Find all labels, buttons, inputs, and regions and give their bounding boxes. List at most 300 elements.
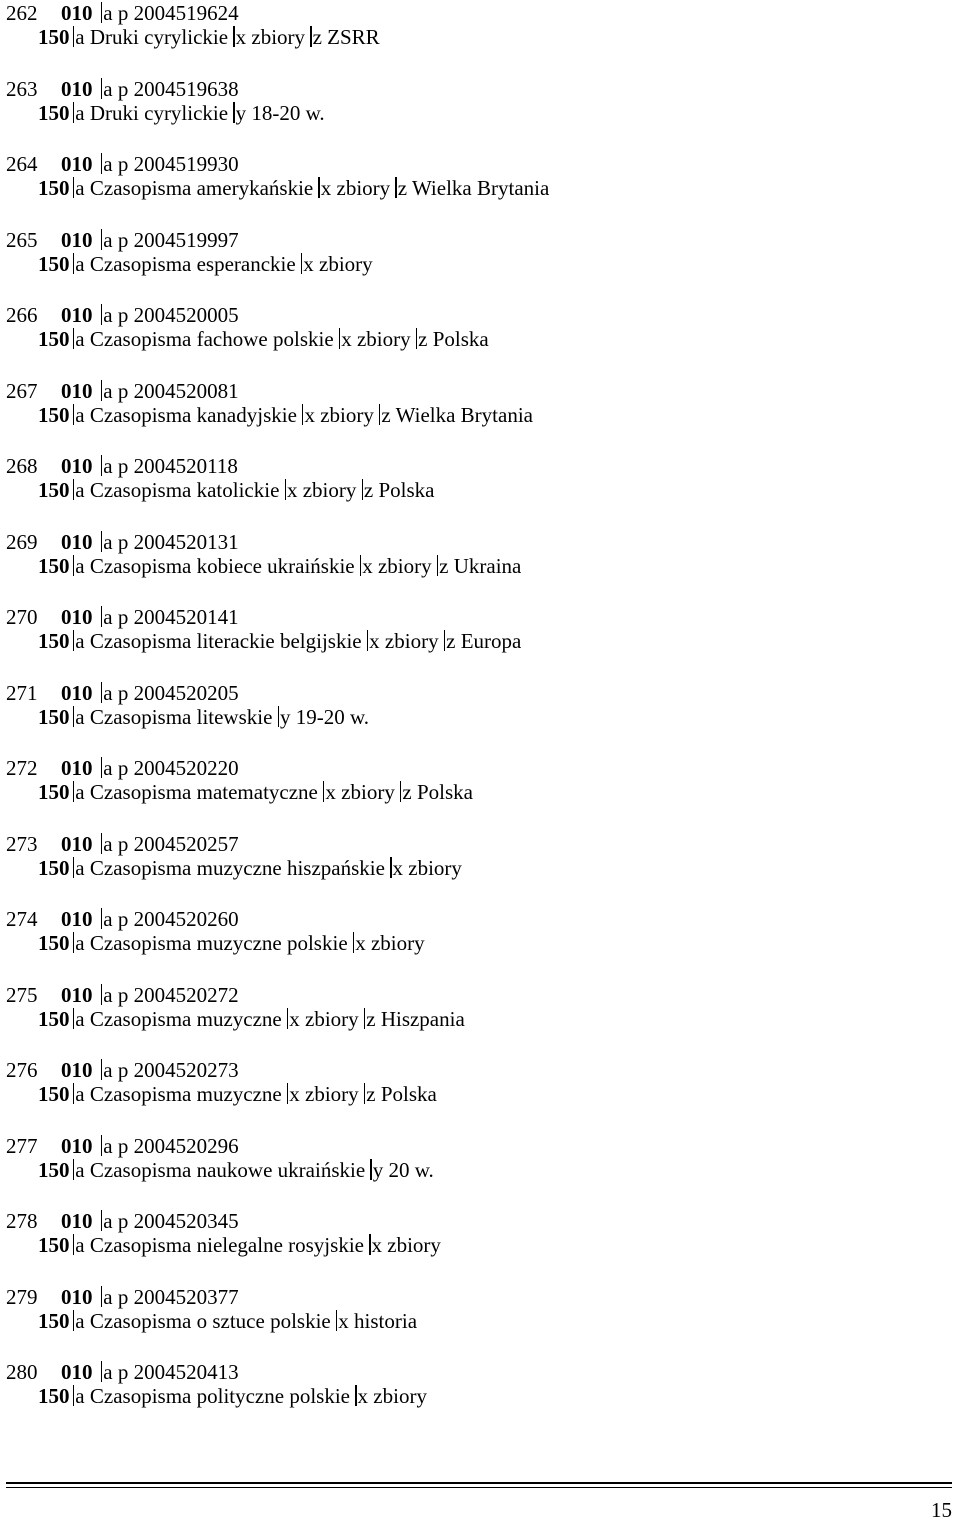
field-010-line	[6, 227, 239, 253]
subfield-text: zbiory	[305, 1082, 359, 1106]
field-tag-150: 150	[38, 402, 70, 427]
field-tag-150: 150	[38, 1233, 70, 1257]
subfield	[101, 379, 239, 403]
record	[6, 0, 946, 76]
field-tag-010: 010	[61, 907, 93, 931]
subfield-text: Polska	[432, 327, 489, 351]
subfield	[73, 1309, 331, 1333]
field-tag-150: 150	[38, 780, 70, 804]
subfield	[233, 25, 305, 49]
subfield-code: y	[279, 704, 291, 729]
subfield	[73, 856, 385, 880]
field-tag-150: 150	[38, 1308, 70, 1333]
subfield-code: a	[75, 704, 85, 729]
subfield	[73, 1233, 364, 1257]
subfield-text: p 2004520005	[117, 303, 239, 327]
record-number: 268	[6, 454, 38, 478]
field-tag-150: 150	[38, 176, 70, 200]
subfield-code: a	[103, 680, 113, 705]
record-number: 264	[6, 152, 38, 176]
record-number: 276	[6, 1058, 38, 1082]
field-010-line	[6, 1133, 239, 1159]
subfield-code: a	[103, 1209, 113, 1233]
record-number: 266	[6, 303, 38, 327]
record	[6, 755, 946, 831]
field-tag-150: 150	[38, 1006, 70, 1031]
subfield-delimiter	[395, 177, 396, 198]
subfield-code: x	[392, 855, 403, 880]
subfield	[379, 403, 533, 427]
subfield-code: x	[325, 780, 336, 804]
subfield-code: a	[75, 327, 85, 351]
subfield	[73, 629, 362, 653]
subfield-code: z	[439, 553, 449, 578]
subfield-text: zbiory	[373, 1384, 427, 1408]
field-010-line	[6, 76, 239, 102]
record-number: 277	[6, 1133, 38, 1158]
subfield-text: Czasopisma muzyczne hiszpańskie	[89, 855, 385, 880]
field-tag-010: 010	[61, 1360, 93, 1384]
subfield-delimiter	[233, 26, 234, 47]
subfield	[73, 931, 348, 955]
record	[6, 76, 946, 152]
subfield-text: 18-20 w.	[251, 100, 325, 125]
subfield-code: a	[103, 227, 113, 252]
subfield-delimiter	[355, 1385, 356, 1406]
subfield-text: p 2004520272	[117, 982, 239, 1007]
subfield-text: historia	[354, 1308, 418, 1333]
record-number: 279	[6, 1284, 38, 1309]
footer-rule-thin	[6, 1487, 952, 1488]
subfield-text: Czasopisma matematyczne	[89, 780, 318, 804]
subfield-text: zbiory	[370, 931, 425, 955]
subfield-text: Hiszpania	[380, 1006, 465, 1031]
subfield-text: zbiory	[320, 402, 374, 427]
subfield-code: x	[355, 931, 366, 955]
subfield-text: Czasopisma naukowe ukraińskie	[89, 1157, 366, 1182]
subfield	[101, 228, 239, 252]
field-tag-150: 150	[38, 855, 70, 880]
record-number: 270	[6, 605, 38, 629]
subfield-text: Czasopisma kobiece ukraińskie	[89, 553, 355, 578]
subfield	[73, 1384, 350, 1408]
subfield-code: a	[103, 982, 113, 1007]
subfield	[285, 478, 357, 502]
subfield-delimiter	[353, 932, 354, 953]
subfield-code: x	[304, 402, 315, 427]
subfield-code: a	[103, 605, 113, 629]
subfield	[369, 1233, 441, 1257]
subfield-text: p 2004519997	[117, 227, 239, 252]
page-number: 15	[931, 1498, 952, 1522]
subfield	[323, 780, 395, 804]
subfield-text: p 2004520257	[117, 831, 239, 856]
field-150-line	[38, 930, 425, 956]
subfield-text: Czasopisma muzyczne polskie	[89, 931, 348, 955]
field-150-line	[38, 1006, 465, 1032]
field-150-line	[38, 1232, 441, 1258]
field-tag-010: 010	[61, 378, 93, 403]
field-150-line	[38, 1308, 417, 1334]
subfield-text: p 2004519624	[117, 1, 239, 25]
field-010-line	[6, 0, 239, 26]
subfield	[101, 1285, 239, 1309]
subfield-delimiter	[310, 26, 311, 47]
field-010-line	[6, 302, 239, 328]
subfield-text: p 2004520345	[117, 1209, 239, 1233]
subfield	[101, 152, 239, 176]
subfield	[73, 554, 355, 578]
subfield-text: p 2004520377	[117, 1284, 239, 1309]
subfield	[101, 1, 239, 25]
field-tag-150: 150	[38, 478, 70, 502]
subfield-text: p 2004519638	[117, 76, 239, 101]
subfield-code: a	[75, 176, 85, 200]
subfield	[73, 1082, 282, 1106]
subfield-text: p 2004520260	[117, 907, 239, 931]
record-number: 273	[6, 831, 38, 856]
subfield-text: zbiory	[336, 176, 391, 200]
field-150-line	[38, 326, 489, 352]
subfield	[101, 832, 239, 856]
field-150-line	[38, 477, 435, 503]
field-150-line	[38, 1383, 427, 1409]
subfield	[73, 478, 279, 502]
subfield-code: a	[103, 303, 113, 327]
field-tag-010: 010	[61, 1284, 93, 1309]
subfield-code: a	[103, 756, 113, 780]
subfield-code: a	[103, 1284, 113, 1309]
subfield-code: a	[75, 1233, 85, 1257]
subfield-code: a	[75, 25, 85, 49]
subfield-code: a	[75, 478, 85, 502]
subfield-code: a	[75, 780, 85, 804]
subfield	[101, 605, 239, 629]
subfield-delimiter	[444, 630, 445, 651]
subfield-text: p 2004520131	[117, 529, 239, 554]
subfield-code: a	[75, 251, 85, 276]
field-150-line	[38, 24, 380, 50]
subfield-text: Czasopisma fachowe polskie	[89, 327, 334, 351]
subfield-text: p 2004519930	[117, 152, 239, 176]
subfield-text: Czasopisma nielegalne rosyjskie	[89, 1233, 364, 1257]
subfield	[73, 176, 313, 200]
subfield-code: z	[446, 629, 456, 653]
subfield	[336, 1309, 417, 1333]
field-010-line	[6, 755, 239, 781]
subfield-text: zbiory	[408, 855, 462, 880]
subfield-code: z	[312, 25, 322, 49]
subfield-code: z	[366, 1082, 376, 1106]
record-number: 263	[6, 76, 38, 101]
subfield	[101, 530, 239, 554]
record-number: 272	[6, 756, 38, 780]
subfield-code: a	[103, 378, 113, 403]
subfield-code: a	[75, 402, 85, 427]
subfield-text: Wielka Brytania	[411, 176, 550, 200]
field-010-line	[6, 1208, 239, 1234]
field-tag-010: 010	[61, 454, 93, 478]
field-tag-010: 010	[61, 1133, 93, 1158]
subfield	[101, 1209, 239, 1233]
subfield-delimiter	[437, 555, 438, 576]
record-number: 262	[6, 1, 38, 25]
subfield-text: Polska	[378, 478, 435, 502]
field-tag-150: 150	[38, 100, 70, 125]
field-010-line	[6, 906, 239, 932]
field-tag-010: 010	[61, 152, 93, 176]
record-number: 265	[6, 227, 38, 252]
subfield	[301, 252, 373, 276]
subfield	[353, 931, 425, 955]
subfield	[318, 176, 390, 200]
subfield-code: a	[103, 152, 113, 176]
subfield	[364, 1007, 465, 1031]
record	[6, 151, 946, 227]
subfield-text: Czasopisma esperanckie	[89, 251, 296, 276]
subfield-delimiter	[390, 857, 391, 878]
field-tag-150: 150	[38, 1157, 70, 1182]
subfield	[395, 176, 549, 200]
subfield-code: z	[418, 327, 428, 351]
subfield-code: z	[381, 402, 391, 427]
record	[6, 1284, 946, 1360]
subfield-text: p 2004520296	[117, 1133, 239, 1158]
subfield-text: 19-20 w.	[295, 704, 370, 729]
subfield-code: z	[402, 780, 412, 804]
field-tag-010: 010	[61, 529, 93, 554]
subfield	[73, 403, 297, 427]
subfield-code: x	[303, 251, 314, 276]
subfield	[73, 780, 318, 804]
subfield	[444, 629, 522, 653]
subfield-delimiter	[362, 479, 363, 500]
subfield-delimiter	[233, 102, 234, 123]
subfield	[101, 756, 239, 780]
field-150-line	[38, 100, 325, 126]
subfield-delimiter	[360, 555, 361, 576]
subfield-text: zbiory	[305, 1006, 359, 1031]
subfield	[367, 629, 439, 653]
subfield-code: a	[103, 454, 113, 478]
subfield-code: y	[235, 100, 247, 125]
subfield-code: a	[75, 1157, 85, 1182]
field-010-line	[6, 1284, 239, 1310]
subfield-code: a	[103, 1133, 113, 1158]
field-tag-010: 010	[61, 1058, 93, 1082]
subfield	[101, 303, 239, 327]
subfield-text: p 2004520081	[117, 378, 239, 403]
record	[6, 529, 946, 605]
field-tag-010: 010	[61, 1, 93, 25]
record-number: 280	[6, 1360, 38, 1384]
subfield-delimiter	[370, 1159, 371, 1180]
subfield	[310, 25, 379, 49]
subfield-code: x	[286, 478, 298, 502]
subfield-delimiter	[339, 328, 340, 349]
subfield	[400, 780, 473, 804]
field-tag-010: 010	[61, 303, 93, 327]
subfield-code: z	[363, 478, 374, 502]
subfield	[73, 101, 228, 125]
record	[6, 302, 946, 378]
subfield-code: x	[371, 1233, 383, 1257]
subfield-text: p 2004520141	[117, 605, 239, 629]
subfield	[278, 705, 369, 729]
subfield	[101, 681, 239, 705]
field-tag-010: 010	[61, 680, 93, 705]
record-number: 278	[6, 1209, 38, 1233]
subfield-code: a	[103, 1, 113, 25]
subfield	[101, 454, 238, 478]
field-150-line	[38, 628, 521, 654]
subfield	[101, 1134, 239, 1158]
subfield-code: x	[235, 25, 247, 49]
field-tag-150: 150	[38, 327, 70, 351]
subfield	[73, 1007, 282, 1031]
subfield-code: a	[103, 831, 113, 856]
subfield-code: a	[75, 1384, 85, 1408]
subfield-code: z	[397, 176, 408, 200]
record	[6, 227, 946, 303]
record	[6, 982, 946, 1058]
subfield-text: Czasopisma katolickie	[89, 478, 280, 502]
subfield-code: a	[103, 1360, 113, 1384]
record	[6, 1359, 946, 1435]
record	[6, 906, 946, 982]
field-tag-010: 010	[61, 227, 93, 252]
record-list	[6, 0, 946, 1435]
field-010-line	[6, 680, 239, 706]
record-number: 267	[6, 378, 38, 403]
subfield-code: a	[75, 100, 85, 125]
subfield-code: z	[366, 1006, 376, 1031]
subfield-code: a	[75, 1006, 85, 1031]
field-010-line	[6, 1057, 239, 1083]
subfield	[73, 1158, 365, 1182]
field-tag-010: 010	[61, 76, 93, 101]
subfield-text: Wielka Brytania	[395, 402, 533, 427]
subfield-text: p 2004520273	[117, 1058, 239, 1082]
record	[6, 453, 946, 529]
subfield-code: a	[75, 1308, 85, 1333]
record-number: 274	[6, 907, 38, 931]
subfield-delimiter	[278, 706, 279, 727]
subfield-delimiter	[285, 479, 286, 500]
record	[6, 1133, 946, 1209]
subfield-code: a	[75, 553, 85, 578]
field-010-line	[6, 529, 239, 555]
record	[6, 604, 946, 680]
field-150-line	[38, 1081, 437, 1107]
subfield-delimiter	[416, 328, 417, 349]
subfield	[233, 101, 324, 125]
subfield	[416, 327, 489, 351]
field-010-line	[6, 378, 239, 404]
field-150-line	[38, 175, 549, 201]
subfield	[302, 403, 374, 427]
field-tag-010: 010	[61, 1209, 93, 1233]
field-150-line	[38, 1157, 434, 1183]
field-010-line	[6, 1359, 239, 1385]
subfield	[355, 1384, 427, 1408]
subfield-code: a	[75, 629, 85, 653]
subfield-code: a	[103, 907, 113, 931]
field-150-line	[38, 855, 462, 881]
subfield	[362, 478, 435, 502]
subfield-text: Czasopisma o sztuce polskie	[89, 1308, 331, 1333]
subfield-text: Czasopisma amerykańskie	[89, 176, 314, 200]
subfield	[73, 327, 334, 351]
subfield-text: Czasopisma muzyczne	[89, 1082, 282, 1106]
subfield-code: x	[320, 176, 332, 200]
field-150-line	[38, 704, 369, 730]
subfield	[101, 983, 239, 1007]
subfield-text: zbiory	[377, 553, 432, 578]
field-tag-150: 150	[38, 1082, 70, 1106]
field-tag-010: 010	[61, 605, 93, 629]
subfield-delimiter	[318, 177, 319, 198]
record	[6, 680, 946, 756]
subfield-code: a	[103, 1058, 113, 1082]
field-tag-150: 150	[38, 704, 70, 729]
field-010-line	[6, 604, 239, 630]
field-tag-010: 010	[61, 831, 93, 856]
subfield-text: Druki cyrylickie	[89, 100, 229, 125]
subfield	[101, 907, 239, 931]
field-010-line	[6, 831, 239, 857]
field-tag-150: 150	[38, 251, 70, 276]
subfield-code: y	[372, 1157, 384, 1182]
subfield-text: Czasopisma polityczne polskie	[89, 1384, 350, 1408]
subfield-text: Polska	[380, 1082, 437, 1106]
field-150-line	[38, 251, 373, 277]
subfield-code: x	[338, 1308, 349, 1333]
record-number: 271	[6, 680, 38, 705]
subfield-text: Polska	[416, 780, 473, 804]
subfield-text: zbiory	[341, 780, 395, 804]
subfield-text: p 2004520413	[117, 1360, 239, 1384]
subfield-text: p 2004520205	[117, 680, 239, 705]
field-tag-150: 150	[38, 629, 70, 653]
subfield-text: p 2004520220	[117, 756, 239, 780]
subfield-code: a	[103, 529, 113, 554]
record	[6, 378, 946, 454]
subfield-text: zbiory	[319, 251, 373, 276]
field-tag-150: 150	[38, 1384, 70, 1408]
field-150-line	[38, 779, 473, 805]
subfield-delimiter	[367, 630, 368, 651]
subfield	[73, 252, 296, 276]
subfield-text: zbiory	[384, 629, 439, 653]
subfield-code: x	[362, 553, 373, 578]
subfield-code: a	[75, 931, 85, 955]
footer-rule	[6, 1482, 952, 1484]
subfield-code: a	[103, 76, 113, 101]
subfield-text: Ukraina	[453, 553, 522, 578]
field-tag-010: 010	[61, 982, 93, 1007]
subfield-code: x	[289, 1082, 300, 1106]
subfield-delimiter	[369, 1234, 370, 1255]
subfield-text: ZSRR	[327, 25, 380, 49]
subfield	[364, 1082, 437, 1106]
field-010-line	[6, 982, 239, 1008]
field-tag-150: 150	[38, 553, 70, 578]
field-tag-010: 010	[61, 756, 93, 780]
subfield	[101, 77, 239, 101]
subfield-text: Czasopisma literackie belgijskie	[89, 629, 362, 653]
subfield-text: Czasopisma muzyczne	[89, 1006, 282, 1031]
